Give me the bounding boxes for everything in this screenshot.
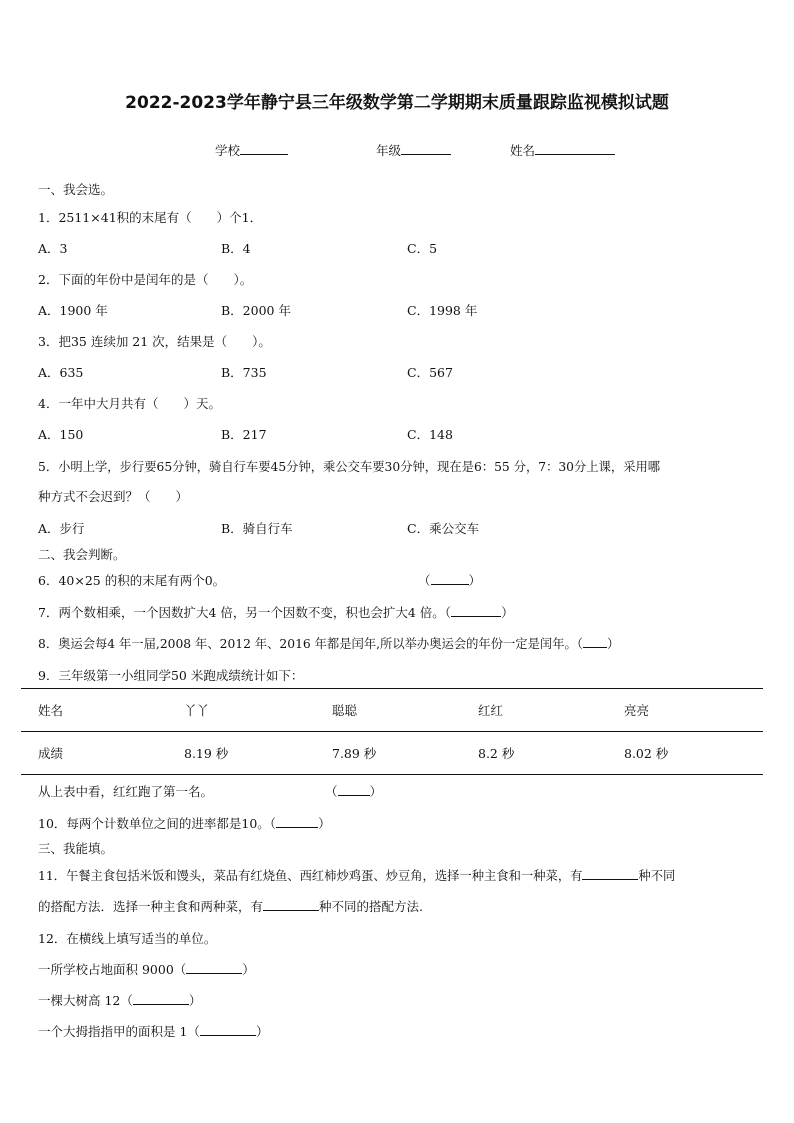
question-4: 4．一年中大月共有（ ）天。 bbox=[38, 396, 221, 411]
question-10-text: 10．每两个计数单位之间的进率都是10。（ bbox=[38, 816, 277, 831]
q6-blank[interactable] bbox=[431, 573, 469, 585]
q1-option-a[interactable]: A．3 bbox=[38, 241, 68, 256]
table-cell: 7.89 秒 bbox=[332, 732, 478, 775]
grade-blank[interactable] bbox=[401, 142, 451, 155]
q12-close-1: ） bbox=[242, 962, 255, 977]
q12-item-1-text: 一所学校占地面积 9000（ bbox=[38, 962, 187, 977]
question-11-text-d: 种不同的搭配方法. bbox=[319, 899, 423, 914]
q5-option-c[interactable]: C．乘公交车 bbox=[407, 521, 480, 536]
question-12: 12．在横线上填写适当的单位。 bbox=[38, 931, 217, 946]
question-9-statement: 从上表中看，红红跑了第一名。 bbox=[38, 784, 214, 799]
q11-blank-1[interactable] bbox=[582, 868, 638, 880]
q12-close-3: ） bbox=[255, 1024, 269, 1039]
q11-blank-2[interactable] bbox=[263, 899, 319, 911]
grade-label: 年级 bbox=[376, 143, 402, 158]
q12-item-1 bbox=[38, 960, 255, 978]
q8-blank[interactable] bbox=[583, 636, 607, 648]
q7-paren-close: ） bbox=[501, 605, 514, 620]
table-cell: 丫丫 bbox=[184, 689, 332, 732]
q1-option-b[interactable]: B．4 bbox=[221, 241, 251, 256]
page-title: 2022-2023学年静宁县三年级数学第二学期期末质量跟踪监视模拟试题 bbox=[125, 93, 669, 113]
grade-field[interactable] bbox=[376, 141, 451, 159]
q6-answer[interactable] bbox=[418, 571, 481, 589]
question-7 bbox=[38, 603, 514, 621]
q10-paren-close: ） bbox=[318, 816, 331, 831]
q4-option-c[interactable]: C．148 bbox=[407, 427, 453, 442]
q12-item-2 bbox=[38, 991, 201, 1009]
name-blank[interactable] bbox=[535, 142, 615, 155]
question-11-text-b: 种不同 bbox=[638, 869, 676, 883]
q9-blank[interactable] bbox=[338, 784, 370, 796]
table-cell: 8.19 秒 bbox=[184, 732, 332, 775]
q5-option-b[interactable]: B．骑自行车 bbox=[221, 521, 293, 536]
table-cell: 聪聪 bbox=[332, 689, 478, 732]
q5-option-a[interactable]: A．步行 bbox=[38, 521, 85, 536]
q12-close-2: ） bbox=[188, 993, 202, 1008]
table-cell: 8.02 秒 bbox=[624, 732, 763, 775]
question-5-line-2: 种方式不会迟到？（ ） bbox=[38, 489, 189, 504]
table-cell: 成绩 bbox=[21, 732, 184, 775]
q12-blank-1[interactable] bbox=[186, 962, 242, 974]
question-5-line-1: 5．小明上学，步行要65分钟，骑自行车要45分钟，乘公交车要30分钟，现在是6：55 分，7：30分上课，采用哪 bbox=[38, 460, 661, 474]
school-field[interactable] bbox=[215, 141, 288, 159]
question-7-text: 7．两个数相乘，一个因数扩大4 倍，另一个因数不变，积也会扩大4 倍。（ bbox=[38, 605, 452, 620]
question-11-text-a: 11．午餐主食包括米饭和馒头，菜品有红烧鱼、西红柿炒鸡蛋、炒豆角，选择一种主食和一种菜，有 bbox=[38, 869, 583, 883]
q8-paren-close: ） bbox=[606, 637, 620, 651]
school-label: 学校 bbox=[215, 143, 241, 158]
table-cell: 姓名 bbox=[21, 689, 184, 732]
table-row bbox=[21, 732, 763, 775]
table-cell: 红红 bbox=[478, 689, 624, 732]
question-6: 6．40×25 的积的末尾有两个0。 bbox=[38, 573, 226, 588]
q2-option-b[interactable]: B．2000 年 bbox=[221, 303, 291, 318]
name-label: 姓名 bbox=[510, 143, 536, 158]
table-header-row bbox=[21, 689, 763, 732]
section-1-heading: 一、我会选。 bbox=[38, 182, 114, 197]
q7-blank[interactable] bbox=[451, 605, 501, 617]
question-1: 1．2511×41积的末尾有（ ）个1． bbox=[38, 210, 263, 225]
q12-item-2-text: 一棵大树高 12（ bbox=[38, 993, 133, 1008]
q9-paren-close: ） bbox=[369, 784, 383, 799]
table-cell: 8.2 秒 bbox=[478, 732, 624, 775]
question-11-text-c: 的搭配方法．选择一种主食和两种菜，有 bbox=[38, 899, 264, 914]
table-cell: 亮亮 bbox=[624, 689, 763, 732]
q6-paren-close: ） bbox=[468, 573, 482, 588]
score-table bbox=[21, 688, 763, 775]
school-blank[interactable] bbox=[240, 142, 288, 155]
question-8-text: 8．奥运会每4 年一届,2008 年、2012 年、2016 年都是闰年,所以举办奥运会的年份一定是闰年。（ bbox=[38, 637, 583, 651]
question-2: 2．下面的年份中是闰年的是（ ）。 bbox=[38, 272, 253, 287]
q4-option-a[interactable]: A．150 bbox=[38, 427, 84, 442]
name-field[interactable] bbox=[510, 141, 615, 159]
q10-blank[interactable] bbox=[276, 816, 318, 828]
q2-option-a[interactable]: A．1900 年 bbox=[38, 303, 108, 318]
q4-option-b[interactable]: B．217 bbox=[221, 427, 267, 442]
q1-option-c[interactable]: C．5 bbox=[407, 241, 438, 256]
q12-item-3-text: 一个大拇指指甲的面积是 1（ bbox=[38, 1024, 200, 1039]
q9-paren-open: （ bbox=[325, 784, 338, 799]
q3-option-b[interactable]: B．735 bbox=[221, 365, 267, 380]
q3-option-c[interactable]: C．567 bbox=[407, 365, 453, 380]
section-2-heading: 二、我会判断。 bbox=[38, 547, 126, 562]
q6-paren-open: （ bbox=[418, 573, 431, 588]
section-3-heading: 三、我能填。 bbox=[38, 841, 114, 856]
q9-answer[interactable] bbox=[325, 782, 382, 800]
q12-blank-2[interactable] bbox=[133, 993, 189, 1005]
question-9: 9．三年级第一小组同学50 米跑成绩统计如下： bbox=[38, 668, 304, 683]
question-11-line-2 bbox=[38, 897, 423, 915]
q3-option-a[interactable]: A．635 bbox=[38, 365, 84, 380]
question-11-line-1 bbox=[38, 866, 675, 884]
question-3: 3．把35 连续加 21 次，结果是（ ）。 bbox=[38, 334, 271, 349]
q2-option-c[interactable]: C．1998 年 bbox=[407, 303, 478, 318]
question-8 bbox=[38, 634, 619, 652]
question-10 bbox=[38, 814, 331, 832]
q12-blank-3[interactable] bbox=[200, 1024, 256, 1036]
q12-item-3 bbox=[38, 1022, 268, 1040]
